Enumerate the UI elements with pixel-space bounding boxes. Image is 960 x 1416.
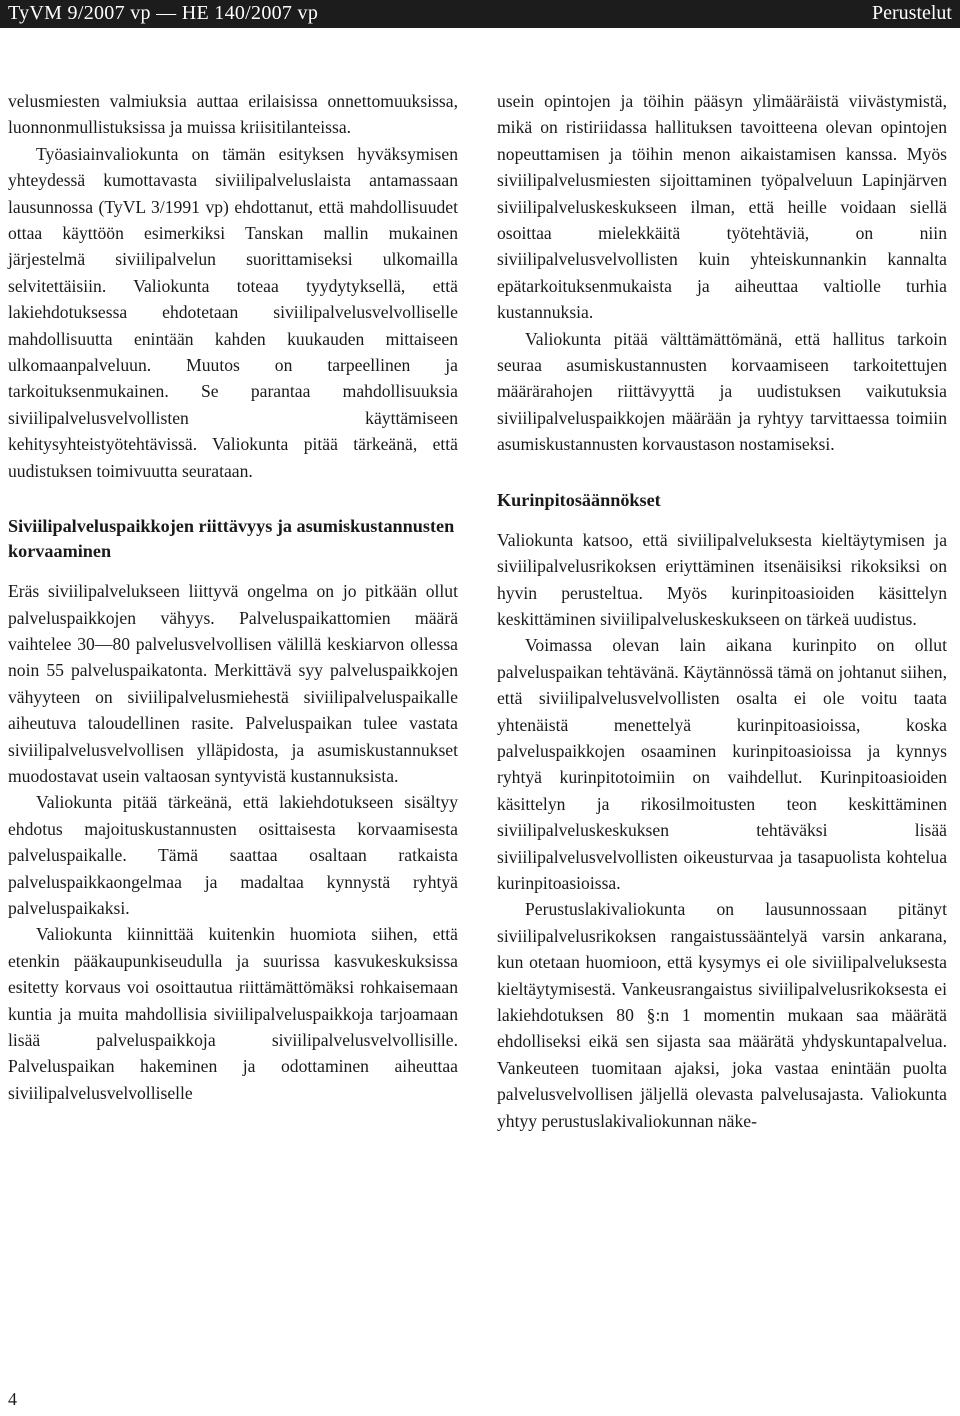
section-heading: Kurinpitosäännökset xyxy=(497,489,661,510)
paragraph: Valiokunta kiinnittää kuitenkin huomiota siihen, että etenkin pääkaupunkiseudulla ja suurissa kasvukeskuksissa esitetty korvaus voi osoittautua riittämättömäksi rohkaisemaan kuntia ja muita mahdollisia siviilipalveluspaikkoja tarjoamaan lisää palveluspaikkoja siviilipalvelusvelvollisille. Palveluspaikan hakeminen ja odottaminen aiheuttaa siviilipalvelusvelvolliselle xyxy=(8,924,458,1103)
paragraph: Voimassa olevan lain aikana kurinpito on ollut palveluspaikan tehtävänä. Käytännössä tämä on johtanut siihen, että siviilipalvelusvelvollisten osalta ei ole voitu taata yhtenäistä menettelyä kurinpitoasioissa, koska palveluspaikkojen osaaminen kurinpitoasioissa ja kynnys ryhtyä kurinpitotoimiin on vaihdellut. Kurinpitoasioiden käsittelyn ja rikosilmoitusten teon keskittäminen siviilipalveluskeskuksen tehtäväksi lisää siviilipalvelusvelvollisten oikeusturvaa ja tasapuolista kohtelua kurinpitoasioissa. xyxy=(497,635,947,893)
running-header xyxy=(0,0,960,28)
section-heading: Siviilipalveluspaikkojen riittävyys ja asumiskustannusten korvaaminen xyxy=(8,516,455,562)
paragraph: Valiokunta pitää tärkeänä, että lakiehdotukseen sisältyy ehdotus majoituskustannusten osittaisesta korvaamisesta palveluspaikalle. Tämä saattaa osaltaan ratkaista palveluspaikkaongelmaa ja madaltaa kynnystä ryhtyä palveluspaikaksi. xyxy=(8,792,458,918)
paragraph: usein opintojen ja töihin pääsyn ylimääräistä viivästymistä, mikä on ristiriidassa hallituksen tavoitteena olevan opintojen nopeuttamisen ja töihin menon aikaistamisen kanssa. Myös siviilipalvelusmiesten sijoittaminen työpalveluun Lapinjärven siviilipalveluskeskukseen ilman, että heille voidaan siellä osoittaa mielekkäitä työtehtäviä, on niin siviilipalvelusvelvollisten kuin yhteiskunnankin kannalta epätarkoituksenmukaista ja aiheuttaa valtiolle turhia kustannuksia. xyxy=(497,91,947,323)
paragraph: Eräs siviilipalvelukseen liittyvä ongelma on jo pitkään ollut palveluspaikkojen vähyys. Palveluspaikattomien määrä vaihtelee 30—80 palvelusvelvollisen välillä keskiarvon ollessa noin 55 palveluspaikatonta. Merkittävä syy palveluspaikkojen vähyyteen on siviilipalvelusmiehestä siviilipalveluspaikalle aiheutuva taloudellinen rasite. Palveluspaikan tulee vastata siviilipalvelusvelvollisen ylläpidosta, ja asumiskustannukset muodostavat usein valtaosan syntyvistä kustannuksista. xyxy=(8,581,458,786)
paragraph: Työasiainvaliokunta on tämän esityksen hyväksymisen yhteydessä kumottavasta siviilipalveluslaista antamassaan lausunnossa (TyVL 3/1991 vp) ehdottanut, että mahdollisuudet ottaa käyttöön esimerkiksi Tanskan mallin mukainen järjestelmä siviilipalvelun suorittamiseksi ulkomailla selvitettäisiin. Valiokunta toteaa tyydytyksellä, että lakiehdotuksessa ehdotetaan siviilipalvelusvelvolliselle mahdollisuutta enintään kahden kuukauden mittaiseen ulkomaanpalveluun. Muutos on tarpeellinen ja tarkoituksenmukainen. Se parantaa mahdollisuuksia siviilipalvelusvelvollisten käyttämiseen kehitysyhteistyötehtävissä. Valiokunta pitää tärkeänä, että uudistuksen toimivuutta seurataan. xyxy=(8,143,458,481)
paragraph: Perustuslakivaliokunta on lausunnossaan pitänyt siviilipalvelusrikoksen rangaistussääntelyä varsin ankarana, kun otetaan huomioon, että kysymys ei ole siviilipalveluksesta kieltäytymisestä. Vankeusrangaistus siviilipalvelusrikoksesta ei lakiehdotuksen 80 §:n 1 momentin mukaan saa määrätä ehdolliseksi eikä sen sijasta saa määrätä yhdyskuntapalvelua. Vankeuteen tuomitaan ajaksi, joka vastaa enintään puolta palvelusvelvollisen jäljellä olevasta palvelusajasta. Valiokunta yhtyy perustuslakivaliokunnan näke- xyxy=(497,899,947,1131)
paragraph: velusmiesten valmiuksia auttaa erilaisissa onnettomuuksissa, luonnonmullistuksissa ja muissa kriisitilanteissa. xyxy=(8,91,458,138)
left-column xyxy=(8,88,458,1106)
paragraph: Valiokunta pitää välttämättömänä, että hallitus tarkoin seuraa asumiskustannusten korvaamiseen tarkoitettujen määrärahojen riittävyyttä ja uudistuksen vaikutuksia siviilipalveluspaikkojen määrään ja ryhtyy tarvittaessa toimiin asumiskustannusten korvaustason nostamiseksi. xyxy=(497,328,947,455)
right-column xyxy=(497,88,947,1134)
header-section-title: Perustelut xyxy=(872,2,952,24)
page-number: 4 xyxy=(8,1389,17,1409)
header-document-id: TyVM 9/2007 vp — HE 140/2007 vp xyxy=(8,2,319,24)
paragraph: Valiokunta katsoo, että siviilipalveluksesta kieltäytymisen ja siviilipalvelusrikoksen eriyttäminen itsenäisiksi rikoksiksi on hyvin perusteltua. Myös kurinpitoasioiden käsittelyn keskittäminen siviilipalveluskeskukseen on tärkeä uudistus. xyxy=(497,529,947,629)
